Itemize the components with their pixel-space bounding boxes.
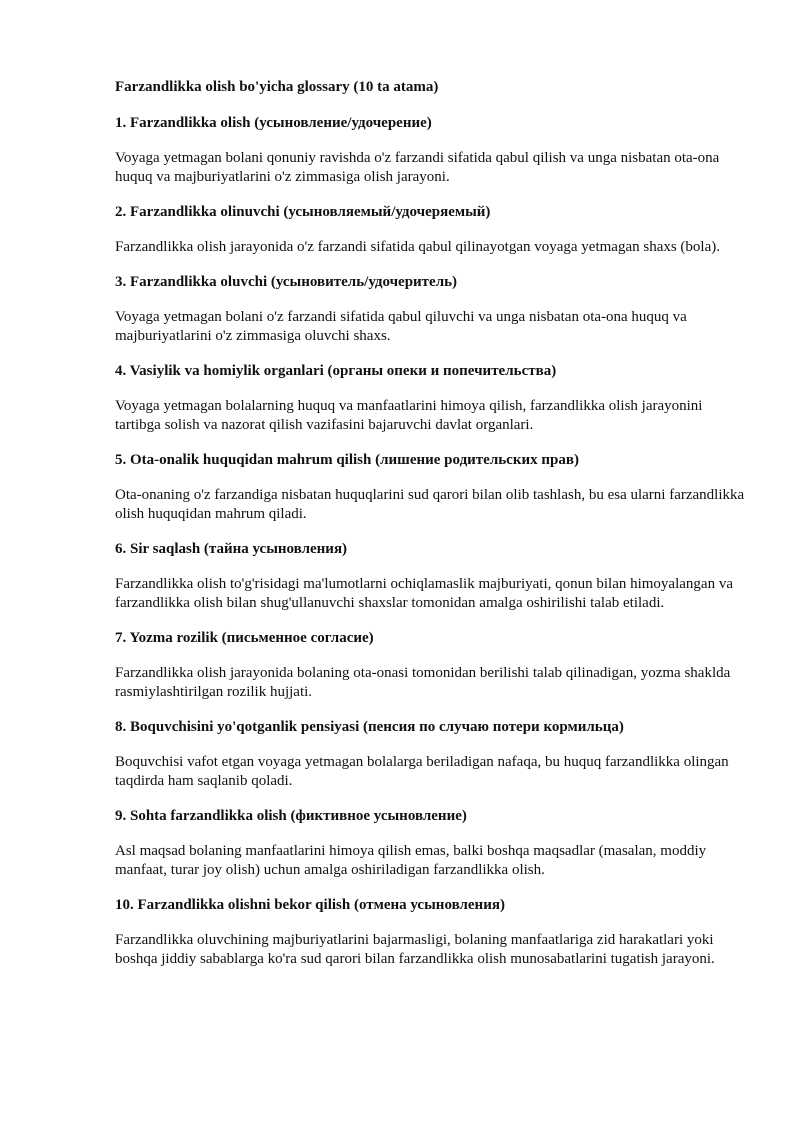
glossary-term: 10. Farzandlikka olishni bekor qilish (отмена усыновления) xyxy=(115,897,505,913)
glossary-term: 1. Farzandlikka olish (усыновление/удочерение) xyxy=(115,115,432,131)
glossary-term: 7. Yozma rozilik (письменное согласие) xyxy=(115,630,374,646)
glossary-definition: Farzandlikka olish to'g'risidagi ma'lumotlarni ochiqlamaslik majburiyati, qonun bilan himoyalangan va farzandlikka olish bilan shug'ullanuvchi shaxslar tomonidan amalga oshirilishi talab etiladi. xyxy=(115,576,733,611)
glossary-definition: Voyaga yetmagan bolalarning huquq va manfaatlarini himoya qilish, farzandlikka olish jarayonini tartibga solish va nazorat qilish vazifasini bajaruvchi davlat organlari. xyxy=(115,398,703,433)
glossary-term: 8. Boquvchisini yo'qotganlik pensiyasi (пенсия по случаю потери кормильца) xyxy=(115,719,624,735)
glossary-definition: Asl maqsad bolaning manfaatlarini himoya qilish emas, balki boshqa maqsadlar (masalan, moddiy manfaat, turar joy olish) uchun amalga oshiriladigan farzandlikka olish. xyxy=(115,843,707,878)
glossary-definition: Farzandlikka oluvchining majburiyatlarini bajarmasligi, bolaning manfaatlariga zid harakatlari yoki boshqa jiddiy sabablarga ko'ra sud qarori bilan farzandlikka olish munosabatlarini tugatish jarayoni. xyxy=(115,932,715,967)
glossary-term: 4. Vasiylik va homiylik organlari (органы опеки и попечительства) xyxy=(115,363,557,379)
document-title: Farzandlikka olish bo'yicha glossary (10 ta atama) xyxy=(115,79,439,95)
glossary-definition: Ota-onaning o'z farzandiga nisbatan huquqlarini sud qarori bilan olib tashlash, bu esa ularni farzandlikka olish huquqidan mahrum qiladi. xyxy=(115,487,745,522)
glossary-definition: Voyaga yetmagan bolani qonuniy ravishda o'z farzandi sifatida qabul qilish va unga nisbatan ota-ona huquq va majburiyatlarini o'z zimmasiga olish jarayoni. xyxy=(115,150,720,185)
glossary-definition: Voyaga yetmagan bolani o'z farzandi sifatida qabul qiluvchi va unga nisbatan ota-ona huquq va majburiyatlarini o'z zimmasiga oluvchi shaxs. xyxy=(115,309,687,344)
glossary-definition: Farzandlikka olish jarayonida o'z farzandi sifatida qabul qilinayotgan voyaga yetmagan shaxs (bola). xyxy=(115,239,721,255)
glossary-term: 9. Sohta farzandlikka olish (фиктивное усыновление) xyxy=(115,808,467,824)
glossary-definition: Boquvchisi vafot etgan voyaga yetmagan bolalarga beriladigan nafaqa, bu huquq farzandlikka olingan taqdirda ham saqlanib qoladi. xyxy=(115,754,729,789)
glossary-term: 6. Sir saqlash (тайна усыновления) xyxy=(115,541,348,557)
glossary-term: 5. Ota-onalik huquqidan mahrum qilish (лишение родительских прав) xyxy=(115,452,579,468)
glossary-term: 3. Farzandlikka oluvchi (усыновитель/удочеритель) xyxy=(115,274,458,290)
glossary-term: 2. Farzandlikka olinuvchi (усыновляемый/удочеряемый) xyxy=(115,204,491,220)
glossary-definition: Farzandlikka olish jarayonida bolaning ota-onasi tomonidan berilishi talab qilinadigan, yozma shaklda rasmiylashtirilgan rozilik hujjati. xyxy=(115,665,731,700)
document-page xyxy=(115,78,747,985)
